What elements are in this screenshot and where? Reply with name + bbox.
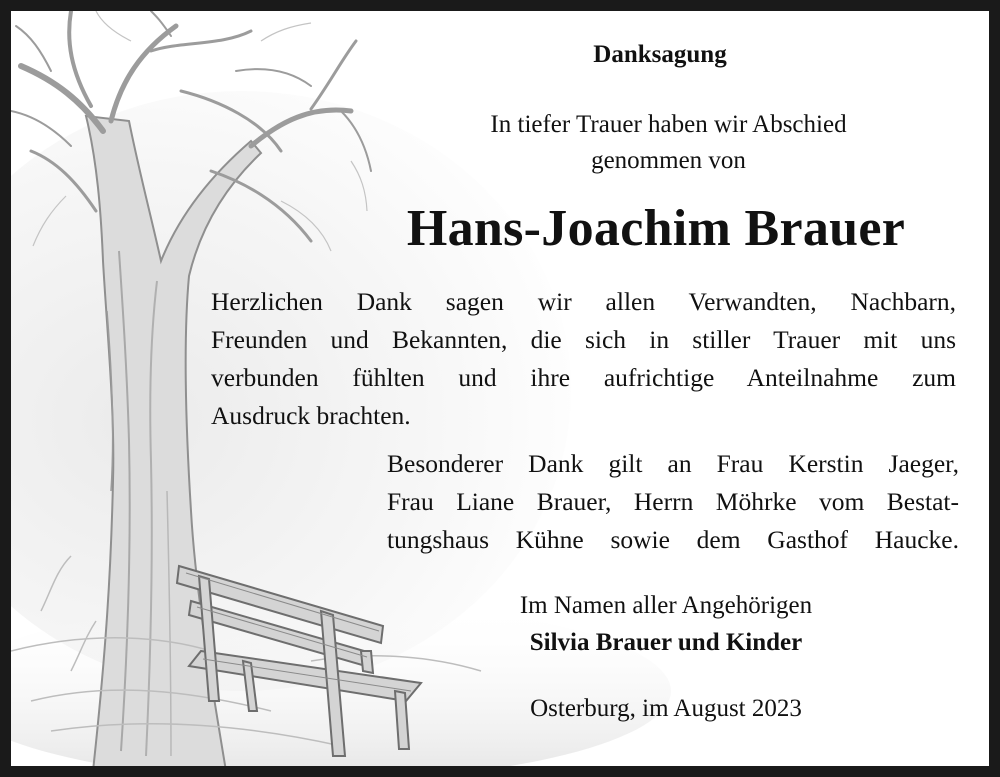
- thanks-line: Ausdruck brachten.: [211, 401, 411, 430]
- thanks-line: Herzlichen Dank sagen wir allen Verwandten, Nachbarn,: [211, 287, 956, 316]
- notice-heading: Danksagung: [593, 41, 727, 68]
- closing-text: Im Namen aller Angehörigen: [519, 592, 813, 619]
- signers: Silvia Brauer und Kinder: [529, 629, 803, 656]
- special-thanks-line: tungshaus Kühne sowie dem Gasthof Haucke.: [387, 525, 959, 554]
- special-thanks-line: Besonderer Dank gilt an Frau Kerstin Jaeger,: [387, 449, 959, 478]
- special-thanks-line: Frau Liane Brauer, Herrn Möhrke vom Bestat-: [387, 487, 959, 516]
- intro-line: genommen von: [591, 147, 746, 174]
- intro-line: In tiefer Trauer haben wir Abschied: [490, 111, 847, 138]
- deceased-name: Hans-Joachim Brauer: [406, 200, 906, 257]
- intro-text: [416, 107, 921, 179]
- closing-block: [466, 587, 866, 661]
- thanks-line: verbunden fühlten und ihre aufrichtige Anteilnahme zum: [211, 363, 956, 392]
- place-and-date: Osterburg, im August 2023: [530, 695, 802, 722]
- thanks-line: Freunden und Bekannten, die sich in stiller Trauer mit uns: [211, 325, 956, 354]
- thanks-paragraph: [211, 283, 956, 435]
- special-thanks-paragraph: [387, 445, 959, 559]
